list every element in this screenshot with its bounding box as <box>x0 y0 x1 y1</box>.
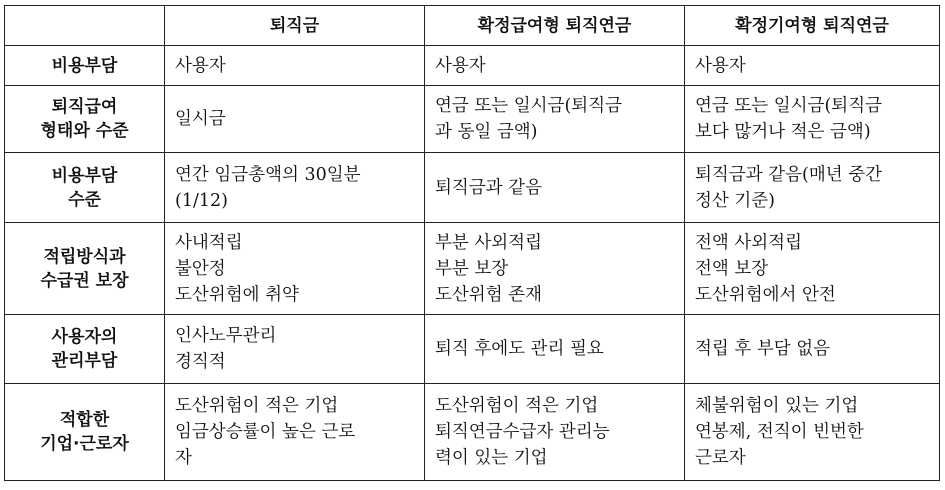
cell-line: 도산위험에서 안전 <box>695 284 836 305</box>
cell-line: 연간 임금총액의 30일분 <box>175 164 361 185</box>
table-cell <box>165 223 425 315</box>
cell-line: 전액 보장 <box>695 258 769 279</box>
cell-line: 사내적립 <box>175 232 243 253</box>
cell-line: 사용자 <box>175 55 226 76</box>
table-cell <box>685 86 940 153</box>
cell-line: 퇴직연금수급자 관리능 <box>435 422 610 442</box>
cell-line: 전액 사외적립 <box>695 232 802 253</box>
row-header-cost-level <box>5 153 165 223</box>
cell-line: 과 동일 금액) <box>435 122 538 142</box>
cell-line: 임금상승률이 높은 근로 <box>175 422 356 442</box>
col-header-defined-benefit: 확정급여형 퇴직연금 <box>425 6 685 46</box>
corner-cell <box>5 6 165 46</box>
row-header-line: 비용부담 <box>51 55 118 76</box>
row-header-line: 형태와 수준 <box>40 121 129 141</box>
table-row-benefit-type <box>5 86 940 153</box>
row-header-admin-burden <box>5 315 165 384</box>
table-cell <box>165 153 425 223</box>
table-row-suitable-firms <box>5 384 940 481</box>
cell-line: 경직적 <box>175 352 226 372</box>
table-cell <box>685 315 940 384</box>
row-header-line: 퇴직급여 <box>51 97 118 117</box>
cell-line: 퇴직금과 같음(매년 중간 <box>695 164 883 185</box>
row-header-line: 관리부담 <box>51 351 118 371</box>
cell-line: 근로자 <box>695 448 746 468</box>
col-header-severance: 퇴직금 <box>165 6 425 46</box>
table-cell <box>425 223 685 315</box>
row-header-line: 기업·근로자 <box>40 434 129 454</box>
table-cell <box>425 315 685 384</box>
row-header-suitable-firms <box>5 384 165 481</box>
cell-line: 도산위험이 적은 기업 <box>435 396 599 416</box>
table-cell <box>685 46 940 86</box>
cell-line: 력이 있는 기업 <box>435 448 548 468</box>
header-row <box>5 6 940 46</box>
cell-line: 부분 사외적립 <box>435 232 542 253</box>
table-row-funding-method <box>5 223 940 315</box>
row-header-line: 비용부담 <box>51 165 118 186</box>
table-cell <box>165 384 425 481</box>
row-header-line: 수준 <box>68 189 101 210</box>
table-cell <box>165 315 425 384</box>
cell-line: 사용자 <box>695 55 746 76</box>
pension-comparison-table <box>4 5 940 481</box>
table-cell <box>425 384 685 481</box>
cell-line: 연금 또는 일시금(퇴직금 <box>435 96 623 116</box>
table-cell <box>685 384 940 481</box>
table-cell <box>685 223 940 315</box>
table-cell <box>425 46 685 86</box>
table-row-cost-burden <box>5 46 940 86</box>
row-header-line: 적합한 <box>59 410 110 430</box>
cell-line: 퇴직 후에도 관리 필요 <box>435 339 604 359</box>
table-cell <box>685 153 940 223</box>
row-header-funding-method <box>5 223 165 315</box>
cell-line: 인사노무관리 <box>175 326 277 346</box>
table-cell <box>425 86 685 153</box>
cell-line: 사용자 <box>435 55 486 76</box>
cell-line: 정산 기준) <box>695 190 776 211</box>
cell-line: 일시금 <box>175 109 226 129</box>
table-row-admin-burden <box>5 315 940 384</box>
row-header-cost-burden <box>5 46 165 86</box>
row-header-line: 사용자의 <box>51 327 118 347</box>
col-header-defined-contribution: 확정기여형 퇴직연금 <box>685 6 940 46</box>
cell-line: 불안정 <box>175 258 226 279</box>
cell-line: 부분 보장 <box>435 258 509 279</box>
row-header-benefit-type <box>5 86 165 153</box>
cell-line: 도산위험이 적은 기업 <box>175 396 339 416</box>
row-header-line: 적립방식과 <box>43 246 126 267</box>
cell-line: 연봉제, 전직이 빈번한 <box>695 422 864 442</box>
cell-line: 보다 많거나 적은 금액) <box>695 122 871 142</box>
cell-line: 체불위험이 있는 기업 <box>695 396 859 416</box>
table-cell <box>425 153 685 223</box>
cell-line: 적립 후 부담 없음 <box>695 339 831 359</box>
cell-line: 연금 또는 일시금(퇴직금 <box>695 96 883 116</box>
cell-line: 퇴직금과 같음 <box>435 177 542 198</box>
row-header-line: 수급권 보장 <box>40 270 129 291</box>
table-row-cost-level <box>5 153 940 223</box>
table-body <box>5 46 940 481</box>
cell-line: 도산위험 존재 <box>435 284 542 305</box>
cell-line: (1/12) <box>175 190 228 211</box>
table-cell <box>165 46 425 86</box>
cell-line: 자 <box>175 448 192 468</box>
cell-line: 도산위험에 취약 <box>175 284 299 305</box>
table-cell <box>165 86 425 153</box>
